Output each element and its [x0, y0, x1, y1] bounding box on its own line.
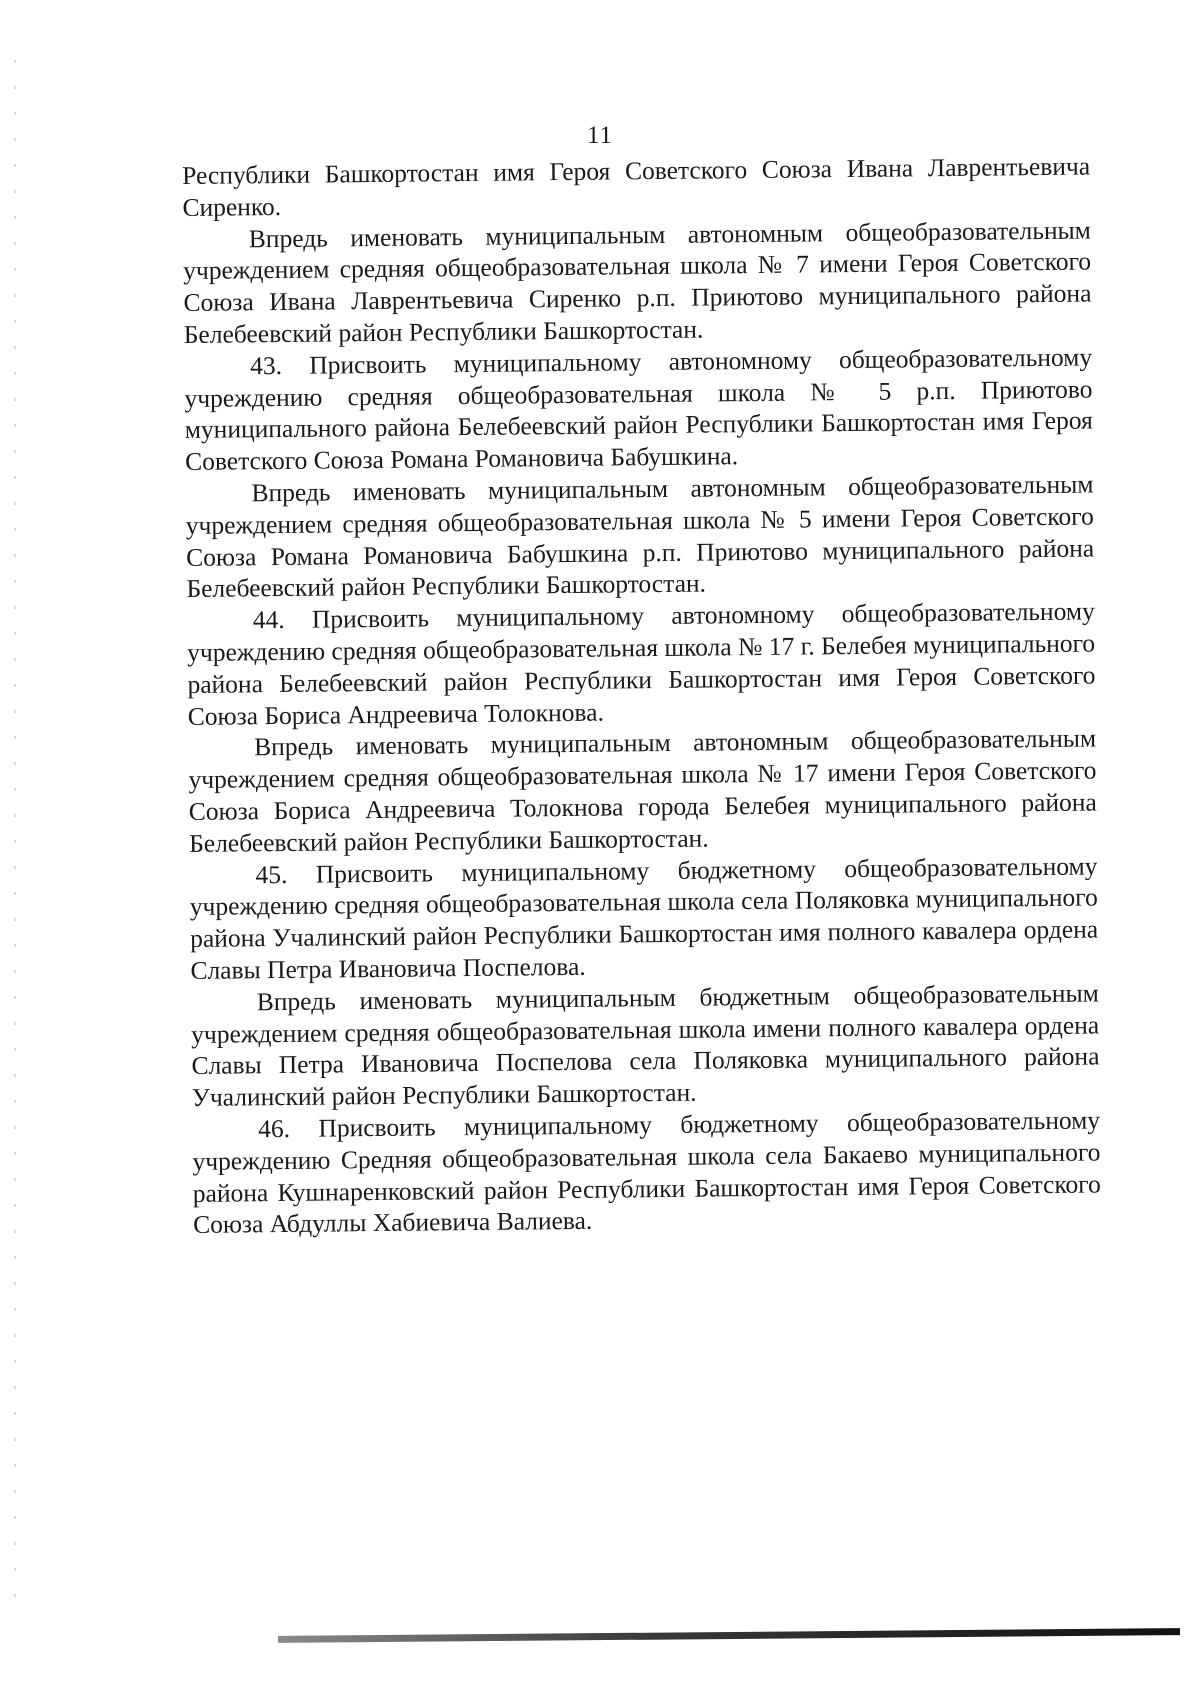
- bottom-scan-rule: [278, 1628, 1180, 1643]
- paragraph-continuation: Республики Башкортостан имя Героя Советского Союза Ивана Лаврентьевича Сиренко.: [182, 151, 1091, 222]
- paragraph-rename-43: Впредь именовать муниципальным автономным общеобразовательным учреждением средняя общеобразовательная школа № 5 имени Героя Советского Союза Романа Романовича Бабушкина р.п. Приютово муниципального района Белебеевский район Республики Башкортостан.: [185, 469, 1095, 604]
- paragraph-item-46: 46. Присвоить муниципальному бюджетному общеобразовательному учреждению Средняя общеобразовательная школа села Бакаево муниципального района Кушнаренковский район Республики Башкортостан имя Героя Советского Союза Абдуллы Хабиевича Валиева.: [192, 1105, 1101, 1240]
- paragraph-rename-45: Впредь именовать муниципальным бюджетным общеобразовательным учреждением средняя общеобразовательная школа имени полного кавалера ордена Славы Петра Ивановича Поспелова села Поляковка муниципального района Учалинский район Республики Башкортостан.: [191, 978, 1100, 1113]
- page-number: 11: [586, 122, 614, 149]
- paragraph-item-44: 44. Присвоить муниципальному автономному общеобразовательному учреждению средняя общеобразовательная школа № 17 г. Белебея муниципального района Белебеевский район Республики Башкортостан имя Героя Советского Союза Бориса Андреевича Толокнова.: [187, 596, 1096, 731]
- paragraph-rename-42: Впредь именовать муниципальным автономным общеобразовательным учреждением средняя общеобразовательная школа № 7 имени Героя Советского Союза Ивана Лаврентьевича Сиренко р.п. Приютово муниципального района Белебеевский район Республики Башкортостан.: [183, 215, 1092, 349]
- paragraph-item-45: 45. Присвоить муниципальному бюджетному общеобразовательному учреждению средняя общеобразовательная школа села Поляковка муниципального района Учалинский район Республики Башкортостан имя полного кавалера ордена Славы Петра Ивановича Поспелова.: [189, 850, 1099, 985]
- scan-edge-marks: [14, 60, 16, 1600]
- paragraph-item-43: 43. Присвоить муниципальному автономному общеобразовательному учреждению средняя общеобразовательная школа № 5 р.п. Приютово муниципального района Белебеевский район Республики Башкортостан имя Героя Советского Союза Романа Романовича Бабушкина.: [184, 342, 1093, 477]
- paragraph-rename-44: Впредь именовать муниципальным автономным общеобразовательным учреждением средняя общеобразовательная школа № 17 имени Героя Советского Союза Бориса Андреевича Толокнова города Белебея муниципального района Белебеевский район Республики Башкортостан.: [188, 723, 1097, 858]
- document-body: [182, 150, 1101, 1241]
